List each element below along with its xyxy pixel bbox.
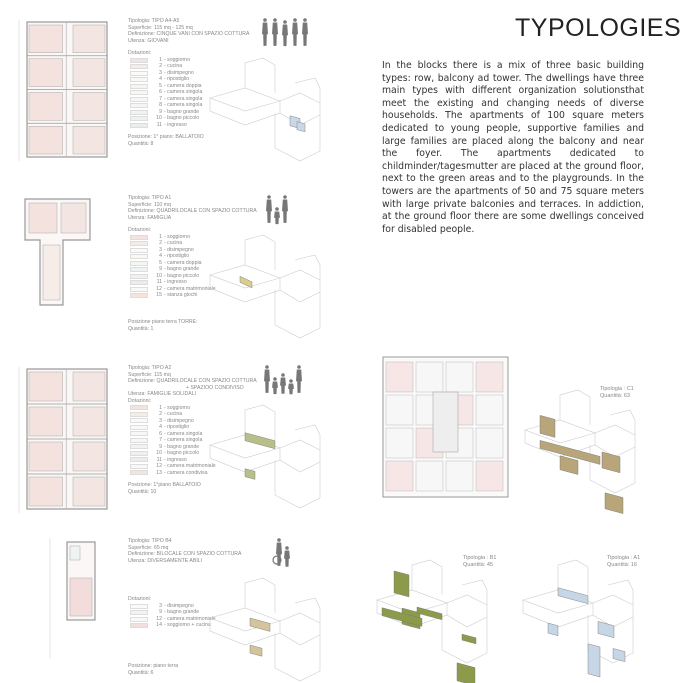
dotazioni-label: Dotazioni: xyxy=(128,50,152,57)
legend-number: 4 xyxy=(159,253,162,260)
quantita: Quantità: 8 xyxy=(128,141,154,148)
legend-number: 10 xyxy=(156,450,162,457)
legend-swatch xyxy=(130,116,148,121)
young-people-icon xyxy=(255,14,310,46)
highlighted-unit xyxy=(462,634,476,644)
legend-swatch xyxy=(130,97,148,102)
highlighted-unit xyxy=(602,452,620,473)
legend-number: 7 xyxy=(159,95,162,102)
legend-number: 12 xyxy=(156,615,162,622)
unit-floor-plan xyxy=(15,195,110,345)
legend-number: 3 xyxy=(159,69,162,76)
axonometric-a1 xyxy=(518,555,648,675)
utenza: Utenza: DIVERSAMENTE ABILI xyxy=(128,557,203,564)
legend-swatch xyxy=(130,617,148,622)
legend-label: - camera singola xyxy=(164,95,203,102)
unit-floor-plan xyxy=(15,18,110,168)
legend-label: - ingresso xyxy=(164,279,187,286)
highlighted-unit xyxy=(558,588,588,604)
family-icon xyxy=(255,191,310,223)
legend-label: - ripostiglio xyxy=(164,253,190,260)
legend-number: 12 xyxy=(156,463,162,470)
tipologia: Tipologia: TIPO B4 xyxy=(128,538,172,544)
legend-swatch xyxy=(130,623,148,628)
definizione: Definizione: BILOCALE CON SPAZIO COTTURA xyxy=(128,551,242,558)
legend-label: - disimpegno xyxy=(164,246,194,253)
page-title: TYPOLOGIES xyxy=(515,14,681,42)
legend-number: 12 xyxy=(156,285,162,292)
legend-number: 1 xyxy=(159,233,162,240)
superficie: Superficie: 115 mq xyxy=(128,371,171,378)
legend-swatch xyxy=(130,241,148,246)
legend-number: 11 xyxy=(156,121,162,128)
legend-label: - ripostiglio xyxy=(164,76,190,83)
legend-label: - cucina xyxy=(164,411,183,418)
legend-swatch xyxy=(130,274,148,279)
legend-label: - disimpegno xyxy=(164,417,194,424)
legend-number: 6 xyxy=(159,430,162,437)
legend-number: 11 xyxy=(156,456,162,463)
highlighted-unit xyxy=(240,276,252,288)
legend-label: - ripostiglio xyxy=(164,424,190,431)
legend-label: - soggiorno + cucina xyxy=(164,622,211,629)
highlighted-unit xyxy=(598,621,614,637)
legend-swatch xyxy=(130,71,148,76)
legend-swatch xyxy=(130,58,148,63)
legend-label: - camera matrimoniale xyxy=(164,285,216,292)
legend-label: - ingresso xyxy=(164,456,187,463)
legend-swatch xyxy=(130,123,148,128)
legend-swatch xyxy=(130,405,148,410)
legend-swatch xyxy=(130,457,148,462)
intro-paragraph: In the blocks there is a mix of three basic building types: row, balcony ad tower. The dwellings have three main types with different organization solutionsthat meet the existing and changing needs of diverse households. The apartments of 100 square meters dedicated to young people, supportive families and large families are placed along the balcony and near the foyer. The apartments dedicated to childminder/tagesmutter are placed at the ground floor, next to the green areas and to the playgrounds. In the towers are the apartments of 50 and 75 square meters with large private balconies and terraces. In addiction, at the ground floor there are some dwellings conceived for disabled people. xyxy=(382,60,644,235)
legend-number: 13 xyxy=(156,469,162,476)
posizione: Posizione: 1° piano: BALLATOIO xyxy=(128,134,204,141)
highlighted-unit xyxy=(245,433,275,449)
highlighted-unit xyxy=(613,648,625,661)
unit-axonometric xyxy=(205,53,320,163)
summary-tipologia: Tipologia : B1 xyxy=(463,555,497,561)
legend-label: - soggiorno xyxy=(164,233,190,240)
summary-b1-label xyxy=(463,555,496,569)
legend-label: - camera matrimoniale xyxy=(164,463,216,470)
legend-number: 2 xyxy=(159,240,162,247)
legend-swatch xyxy=(130,293,148,298)
legend-swatch xyxy=(130,425,148,430)
legend-label: - camera doppia xyxy=(164,82,202,89)
legend-swatch xyxy=(130,464,148,469)
posizione: Posizione: piano terra xyxy=(128,662,179,669)
legend-number: 2 xyxy=(159,411,162,418)
legend-swatch xyxy=(130,280,148,285)
definizione: Definizione: QUADRILOCALE CON SPAZIO COTTURA xyxy=(128,378,257,385)
utenza: Utenza: GIOVANI xyxy=(128,37,169,44)
legend-label: - soggiorno xyxy=(164,56,190,63)
legend-number: 9 xyxy=(159,609,162,616)
legend-swatch xyxy=(130,110,148,115)
legend-swatch xyxy=(130,103,148,108)
highlighted-unit xyxy=(250,645,262,656)
tipologia: Tipologia: TIPO A1 xyxy=(128,195,172,201)
legend-swatch xyxy=(130,438,148,443)
families-icon xyxy=(255,361,310,393)
legend-label: - bagno piccolo xyxy=(164,450,200,457)
legend-label: - bagno grande xyxy=(164,108,200,115)
axonometric-b1 xyxy=(372,555,502,675)
highlighted-unit xyxy=(588,644,600,677)
dotazioni-label: Dotazioni: xyxy=(128,596,152,603)
legend-label: - bagno piccolo xyxy=(164,272,200,279)
highlighted-unit xyxy=(540,415,555,437)
tipologia: Tipologia: TIPO A4-A5 xyxy=(128,18,180,24)
legend-number: 1 xyxy=(159,56,162,63)
utenza: Utenza: FAMIGLIE SOLIDALI xyxy=(128,391,197,398)
legend-number: 5 xyxy=(159,82,162,89)
legend-swatch xyxy=(130,77,148,82)
highlighted-unit xyxy=(457,663,475,683)
dotazioni-label: Dotazioni: xyxy=(128,227,152,234)
legend-number: 10 xyxy=(156,115,162,122)
summary-tipologia: Tipologia : A1 xyxy=(607,555,641,561)
legend-swatch xyxy=(130,431,148,436)
quantita: Quantità: 1 xyxy=(128,325,154,332)
legend-label: - camera singola xyxy=(164,430,203,437)
unit-floor-plan xyxy=(15,365,110,515)
legend-swatch xyxy=(130,84,148,89)
dotazioni-label: Dotazioni: xyxy=(128,397,152,404)
legend-swatch xyxy=(130,254,148,259)
legend-swatch xyxy=(130,470,148,475)
legend-label: - bagno grande xyxy=(164,266,200,273)
legend-label: - cucina xyxy=(164,240,183,247)
legend-label: - camera doppia xyxy=(164,259,202,266)
legend-number: 15 xyxy=(156,292,162,299)
legend-number: 4 xyxy=(159,76,162,83)
legend-number: 9 xyxy=(159,443,162,450)
legend-swatch xyxy=(130,235,148,240)
highlighted-unit xyxy=(548,623,558,636)
legend-number: 3 xyxy=(159,246,162,253)
legend-label: - ingresso xyxy=(164,121,187,128)
summary-a1-label xyxy=(607,555,640,569)
highlighted-unit xyxy=(250,618,270,631)
unit-floor-plan xyxy=(15,538,110,668)
highlighted-unit xyxy=(560,456,578,475)
summary-quantita: Quantità: 16 xyxy=(607,562,637,568)
legend-label: - camera matrimoniale xyxy=(164,615,216,622)
legend-number: 1 xyxy=(159,404,162,411)
legend-number: 11 xyxy=(156,279,162,286)
unit-axonometric xyxy=(205,230,320,340)
legend-label: - stanza giochi xyxy=(164,292,198,299)
legend-number: 2 xyxy=(159,63,162,70)
summary-c1-label xyxy=(600,386,634,400)
legend-number: 14 xyxy=(156,622,162,629)
legend-swatch xyxy=(130,267,148,272)
superficie: Superficie: 115 mq - 125 mq xyxy=(128,24,193,31)
legend-number: 8 xyxy=(159,102,162,109)
legend-label: - camera singola xyxy=(164,89,203,96)
legend-swatch xyxy=(130,287,148,292)
legend-swatch xyxy=(130,418,148,423)
legend-label: - bagno piccolo xyxy=(164,115,200,122)
legend-swatch xyxy=(130,64,148,69)
legend-label: - disimpegno xyxy=(164,602,194,609)
quantita: Quantità: 6 xyxy=(128,669,154,676)
legend-swatch xyxy=(130,444,148,449)
legend-number: 9 xyxy=(159,266,162,273)
definizione: Definizione: CINQUE VANI CON SPAZIO COTTURA xyxy=(128,31,250,38)
legend-swatch xyxy=(130,451,148,456)
legend-swatch xyxy=(130,412,148,417)
legend-number: 6 xyxy=(159,89,162,96)
posizione: Posizione: 1°piano BALLATOIO xyxy=(128,482,201,489)
highlighted-unit xyxy=(245,469,255,480)
superficie: Superficie: 65 mq xyxy=(128,544,169,551)
legend-number: 10 xyxy=(156,272,162,279)
summary-tipologia: Tipologia : C1 xyxy=(600,386,634,392)
legend-number: 5 xyxy=(159,259,162,266)
building-floor-plan xyxy=(378,352,513,502)
legend-label: - disimpegno xyxy=(164,69,194,76)
legend-label: - soggiorno xyxy=(164,404,190,411)
legend-label: - bagno grande xyxy=(164,609,200,616)
legend-label: - camera condivisa xyxy=(164,469,208,476)
legend-label: - bagno grande xyxy=(164,443,200,450)
legend-label: - cucina xyxy=(164,63,183,70)
tipologia: Tipologia: TIPO A2 xyxy=(128,365,172,371)
definizione-extra: + SPAZIOO CONDIVISO xyxy=(186,384,244,391)
unit-axonometric xyxy=(205,400,320,510)
highlighted-unit xyxy=(394,571,409,597)
legend-number: 3 xyxy=(159,417,162,424)
legend-swatch xyxy=(130,261,148,266)
superficie: Superficie: 110 mq xyxy=(128,201,171,208)
utenza: Utenza: FAMIGLIA xyxy=(128,214,172,221)
axonometric-c1 xyxy=(520,385,645,500)
legend-label: - camera singola xyxy=(164,102,203,109)
legend-swatch xyxy=(130,604,148,609)
highlighted-unit xyxy=(605,493,623,514)
legend-swatch xyxy=(130,610,148,615)
definizione: Definizione: QUADRILOCALE CON SPAZIO COTTURA xyxy=(128,208,257,215)
unit-axonometric xyxy=(205,573,320,683)
summary-quantita: Quantità: 45 xyxy=(463,562,493,568)
summary-quantita: Quantità: 63 xyxy=(600,393,630,399)
legend-swatch xyxy=(130,248,148,253)
posizione: Posizione piano terra TORRE: xyxy=(128,318,198,325)
legend-swatch xyxy=(130,90,148,95)
wheelchair-icon xyxy=(255,534,310,566)
legend-label: - camera singola xyxy=(164,437,203,444)
legend-number: 3 xyxy=(159,602,162,609)
legend-number: 7 xyxy=(159,437,162,444)
quantita: Quantità: 10 xyxy=(128,488,157,495)
highlighted-unit xyxy=(417,607,442,620)
legend-number: 4 xyxy=(159,424,162,431)
legend-number: 9 xyxy=(159,108,162,115)
